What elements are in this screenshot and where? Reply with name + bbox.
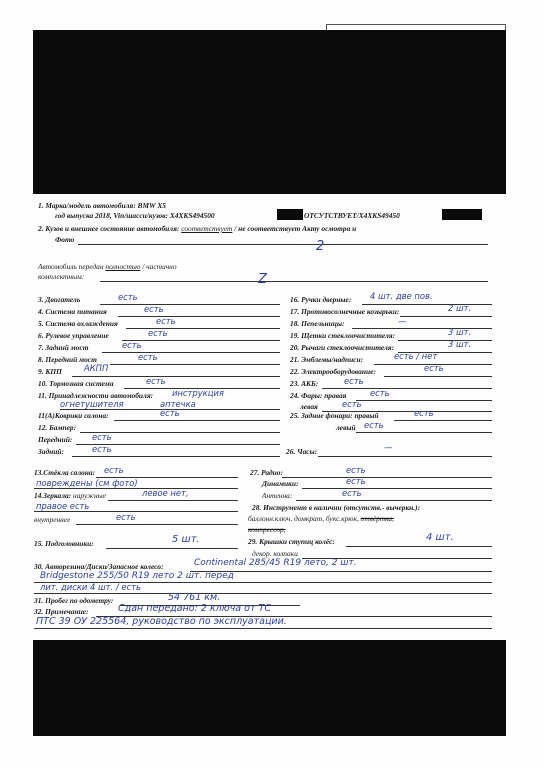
- antenna-value: есть: [342, 488, 362, 498]
- rear-bumper-label: Задний:: [38, 447, 64, 456]
- clock-label: 26. Часы:: [286, 447, 318, 456]
- front-axle-value: есть: [138, 352, 158, 362]
- electrical-label: 22. Электрооборудование:: [290, 367, 376, 376]
- transfer-complete-label: комплектным:: [38, 272, 85, 281]
- emblems-label: 21. Эмблемы/надписи:: [290, 355, 364, 364]
- rear-lights-right-value: есть: [414, 408, 434, 418]
- radio-label: 27. Радио:: [250, 468, 283, 477]
- front-bumper-label: Передний:: [38, 435, 73, 444]
- accessories-label: 11. Принадлежности автомобиля:: [38, 391, 154, 400]
- odometer-label: 31. Пробег по одометру:: [34, 596, 114, 605]
- headrests-value: 5 шт.: [172, 534, 200, 545]
- tools-compressor: компрессор,: [248, 525, 286, 534]
- headlights-right-value: есть: [370, 388, 390, 398]
- wiper-blades-label: 19. Щетки стеклоочистителя:: [290, 331, 396, 340]
- rear-axle-value: есть: [122, 340, 142, 350]
- vehicle-model-label: 1. Марка/модель автомобиля: BMW X5: [38, 201, 166, 210]
- tyres-value-1: Continental 285/45 R19 лето, 2 шт.: [194, 558, 357, 568]
- clock-value: —: [384, 442, 393, 452]
- windows-value-2: повреждены (см фото): [36, 478, 138, 488]
- sun-visors-value: 2 шт.: [448, 303, 472, 313]
- speakers-value: есть: [346, 476, 366, 486]
- accessories-value-2: огнетушителя: [60, 399, 124, 409]
- mirrors-value-1: левое нет,: [142, 488, 189, 498]
- fuel-system-label: 4. Система питания: [38, 307, 107, 316]
- transfer-line: [100, 281, 488, 282]
- headrests-label: 15. Подголовники:: [34, 539, 94, 548]
- body-condition-prefix: 2. Кузов и внешнее состояние автомобиля:: [38, 224, 180, 233]
- brakes-label: 10. Тормозная система: [38, 379, 114, 388]
- vehicle-vin-rest: ОТСУТСТВУЕТ/X4XKS49450: [304, 211, 400, 220]
- rear-bumper-value: есть: [92, 444, 112, 454]
- rear-lights-right-label: 25. Задние фонари: правый: [290, 411, 379, 420]
- floor-mats-value: есть: [160, 408, 180, 418]
- ashtrays-label: 18. Пепельницы:: [290, 319, 345, 328]
- tyres-value-2: Bridgestone 255/50 R19 лето 2 шт. перед: [40, 571, 234, 581]
- cooling-label: 5. Система охлаждения: [38, 319, 118, 328]
- mirrors-label: 14.Зеркала: наружные: [34, 491, 106, 500]
- headlights-left-label: левая: [300, 402, 318, 411]
- sun-visors-label: 17. Противосолнечные козырьки:: [290, 307, 400, 316]
- bumper-label: 12. Бампер:: [38, 423, 77, 432]
- redaction-footer-block: [33, 640, 506, 736]
- door-handles-label: 16. Ручки дверные:: [290, 295, 352, 304]
- tools-label: 28. Инструмент в наличии (отсутств.- вычеркн.):: [252, 503, 421, 512]
- hub-caps-label: 29. Крышки ступиц колёс:: [248, 537, 335, 546]
- mirrors-value-2: правое есть: [36, 501, 90, 511]
- engine-value: есть: [118, 292, 138, 302]
- battery-label: 23. АКБ:: [290, 379, 319, 388]
- tools-list: баллонн.ключ, домкрат, букс.крюк, отвёртка,: [248, 514, 394, 523]
- redaction-vin-2: [442, 209, 482, 220]
- gearbox-value: АКПП: [84, 363, 109, 373]
- brakes-value: есть: [146, 376, 166, 386]
- windows-label: 13.Стёкла салона:: [34, 468, 96, 477]
- notes-value-2: ПТС 39 ОУ 225564, руководство по эксплуатации.: [36, 616, 287, 627]
- photo-label: Фото: [55, 235, 75, 244]
- wiper-arms-value: 3 шт.: [448, 339, 472, 349]
- fuel-system-value: есть: [144, 304, 164, 314]
- mirror-inner-label: внутреннее: [34, 515, 71, 524]
- body-condition-match: соответствует: [181, 224, 233, 233]
- redaction-header-block: [33, 30, 506, 194]
- windows-value-1: есть: [104, 465, 124, 475]
- emblems-value: есть / нет: [394, 351, 438, 361]
- accessories-value-1: инструкция: [172, 388, 224, 398]
- electrical-value: есть: [424, 363, 444, 373]
- notes-value-1: Сдан передано: 2 ключа от ТС: [118, 603, 271, 614]
- gearbox-label: 9. КПП: [38, 367, 62, 376]
- ashtrays-value: —: [398, 316, 407, 326]
- rear-axle-label: 7. Задний мост: [38, 343, 89, 352]
- wiper-blades-value: 3 шт.: [448, 327, 472, 337]
- headlights-left-value: есть: [342, 399, 362, 409]
- front-bumper-value: есть: [92, 432, 112, 442]
- speakers-label: Динамики:: [262, 479, 299, 488]
- headlights-right-label: 24. Фары: правая: [290, 391, 347, 400]
- notes-label: 32. Примечание:: [34, 607, 89, 616]
- battery-value: есть: [344, 376, 364, 386]
- wiper-arms-label: 20. Рычаги стеклоочистителя:: [290, 343, 395, 352]
- front-axle-label: 8. Передний мост: [38, 355, 97, 364]
- tyres-label: 30. Авторезина/Диски/Запасное колесо:: [34, 562, 164, 571]
- cooling-value: есть: [156, 316, 176, 326]
- odometer-value: 54 761 км.: [168, 592, 221, 603]
- tyres-value-3: лит. диски 4 шт. / есть: [40, 582, 141, 592]
- hub-caps-value: 4 шт.: [426, 532, 454, 543]
- transfer-label: Автомобиль передан полностью / частично: [38, 262, 177, 271]
- vehicle-year-vin-label: год выпуска 2018, Vin/шасси/кузов: X4XKS494500: [55, 211, 215, 220]
- transfer-hw: Z: [258, 272, 267, 287]
- rear-lights-left-value: есть: [364, 420, 384, 430]
- body-condition-hw: 2: [316, 239, 325, 254]
- door-handles-value: 4 шт. две пов.: [370, 291, 433, 301]
- steering-label: 6. Рулевое управление: [38, 331, 109, 340]
- decor-caps-label: декор. колпаки: [252, 549, 298, 558]
- steering-value: есть: [148, 328, 168, 338]
- floor-mats-label: 11(А)Коврики салона:: [38, 411, 109, 420]
- body-condition-label: [38, 225, 356, 233]
- body-condition-rest: / не соответствует Акту осмотра и: [234, 224, 357, 233]
- redaction-vin-1: [277, 209, 303, 220]
- accessories-value-3: аптечка: [160, 399, 196, 409]
- mirror-inner-value: есть: [116, 512, 136, 522]
- antenna-label: Антенна:: [262, 491, 293, 500]
- engine-label: 3. Двигатель: [38, 295, 81, 304]
- radio-value: есть: [346, 465, 366, 475]
- rear-lights-left-label: левый: [336, 423, 356, 432]
- photo-line: [78, 244, 488, 245]
